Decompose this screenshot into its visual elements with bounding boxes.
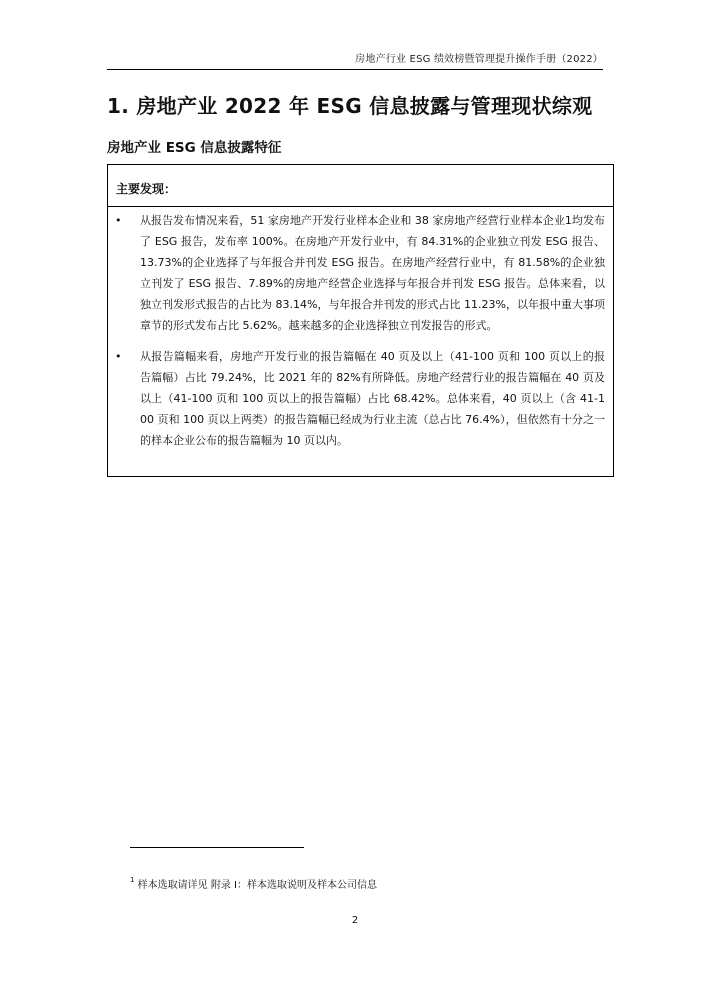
bullet-icon: •: [115, 350, 122, 363]
box-divider: [108, 206, 613, 207]
footnote-marker: 1: [130, 876, 135, 884]
footnote-text: 样本选取请详见 附录 I：样本选取说明及样本公司信息: [137, 880, 377, 891]
bullet-icon: •: [115, 214, 122, 227]
header-rule: [107, 69, 603, 70]
findings-list: [108, 210, 613, 461]
finding-text: 从报告篇幅来看，房地产开发行业的报告篇幅在 40 页及以上（41-100 页和 100 页以上的报告篇幅）占比 79.24%，比 2021 年的 82%有所降低。房地产经营行业的报告篇幅在 40 页及以上（41-100 页和 100 页以上的报告篇幅）占比 68.42%。总体来看，40 页以上（含 41-100 页和 100 页以上两类）的报告篇幅已经成为行业主流（总占比 76.4%），但依然有十分之一的样本企业公布的报告篇幅为 10 页以内。: [140, 350, 605, 447]
footnote: [130, 876, 377, 891]
page-number: 2: [351, 915, 359, 926]
key-findings-title: 主要发现：: [116, 182, 177, 196]
key-findings-box: [107, 164, 614, 477]
finding-text: 从报告发布情况来看，51 家房地产开发行业样本企业和 38 家房地产经营行业样本企业1均发布了 ESG 报告，发布率 100%。在房地产开发行业中，有 84.31%的企业独立刊发 ESG 报告、13.73%的企业选择了与年报合并刊发 ESG 报告。在房地产经营行业中，有 81.58%的企业独立刊发了 ESG 报告、7.89%的房地产经营企业选择与年报合并刊发 ESG 报告。总体来看，以独立刊发形式报告的占比为 83.14%，与年报合并刊发的形式占比 11.23%，以年报中重大事项章节的形式发布占比 5.62%。越来越多的企业选择独立刊发报告的形式。: [140, 214, 605, 332]
running-header: 房地产行业 ESG 绩效榜暨管理提升操作手册（2022）: [355, 54, 603, 65]
finding-item-report-release: [108, 210, 613, 336]
section-title: 1. 房地产业 2022 年 ESG 信息披露与管理现状综观: [107, 94, 593, 118]
subsection-title: 房地产业 ESG 信息披露特征: [107, 140, 282, 156]
finding-item-report-length: [108, 346, 613, 451]
footnote-rule: [130, 847, 304, 848]
